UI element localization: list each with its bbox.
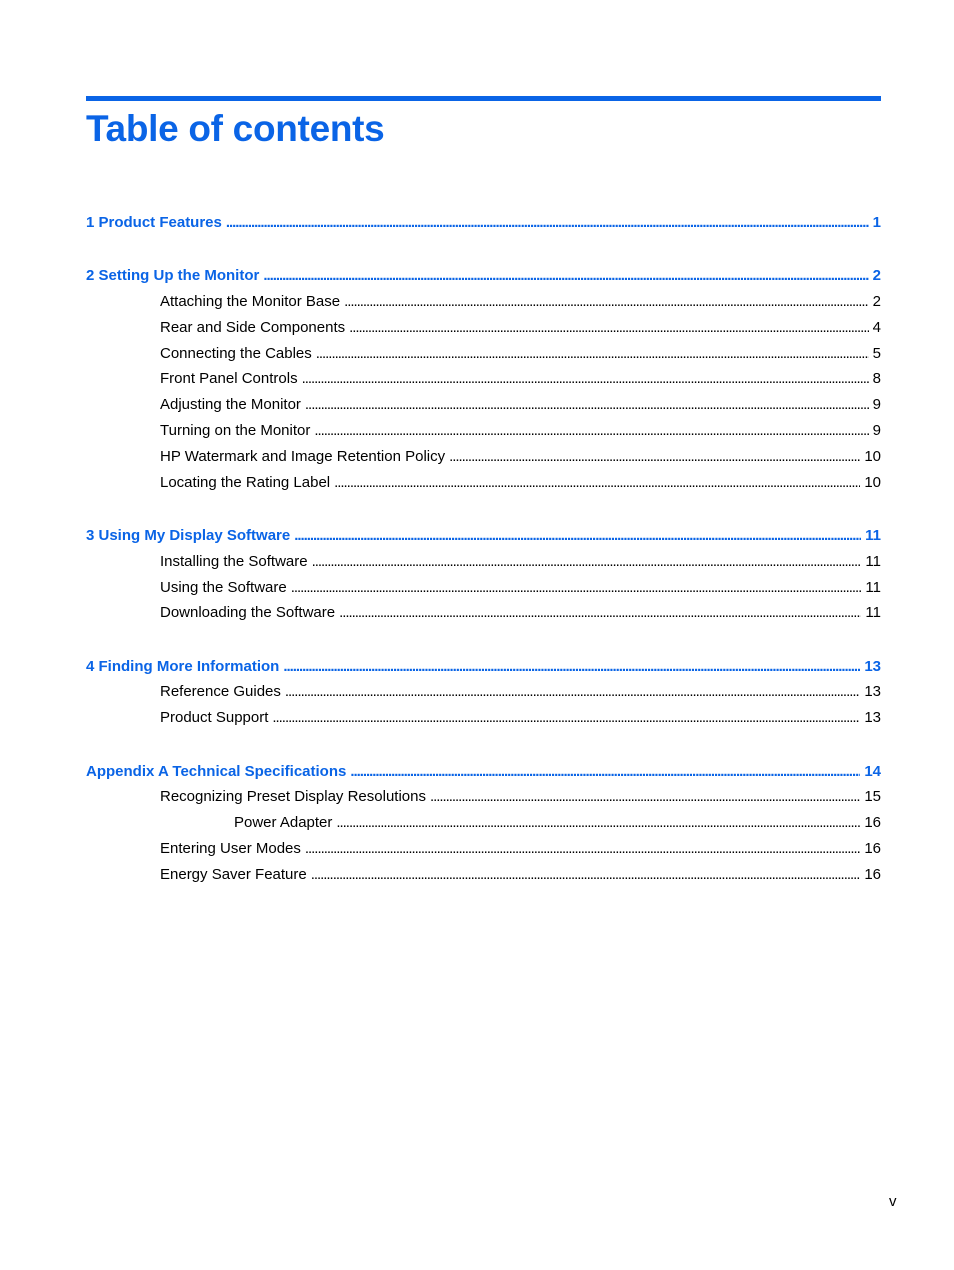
toc-subsection-entry[interactable]	[86, 810, 881, 836]
toc-section-entry[interactable]	[86, 341, 881, 367]
toc-entry-page: 16	[864, 865, 881, 883]
toc-dot-leader	[311, 862, 861, 888]
toc-entry-page: 16	[864, 839, 881, 857]
toc-entry-page: 13	[864, 657, 881, 675]
toc-entry-page: 10	[864, 473, 881, 491]
toc-entry-page: 8	[872, 370, 881, 388]
toc-section-entry[interactable]	[86, 366, 881, 392]
toc-entry-page: 11	[865, 552, 881, 570]
toc-entry-page: 11	[865, 526, 881, 544]
toc-entry-page: 5	[872, 344, 881, 362]
toc-dot-leader	[291, 575, 862, 601]
toc-entry-page: 11	[865, 604, 881, 622]
toc-entry-page: 4	[872, 318, 881, 336]
toc-entry-page: 9	[872, 396, 881, 414]
toc-chapter-entry[interactable]	[86, 759, 881, 785]
toc-dot-leader	[302, 366, 869, 392]
toc-section-entry[interactable]	[86, 600, 881, 626]
toc-section-entry[interactable]	[86, 679, 881, 705]
toc-entry-label: Attaching the Monitor Base	[160, 293, 341, 311]
toc-section-entry[interactable]	[86, 862, 881, 888]
toc-entry-label: 1 Product Features	[86, 214, 222, 231]
toc-entry-label: 3 Using My Display Software	[86, 526, 291, 544]
toc-section-entry[interactable]	[86, 289, 881, 315]
toc-entry-page: 16	[864, 814, 881, 832]
toc-entry-page: 11	[865, 578, 881, 596]
toc-dot-leader	[350, 759, 860, 785]
toc-entry-label: Product Support	[160, 709, 269, 727]
toc-dot-leader	[339, 600, 861, 626]
toc-entry-label: Entering User Modes	[160, 839, 301, 857]
toc-entry-page: 10	[864, 447, 881, 465]
toc-chapter-entry[interactable]	[86, 210, 881, 236]
page-number: v	[889, 1193, 897, 1210]
toc-chapter-entry[interactable]	[86, 654, 881, 680]
toc-section-entry[interactable]	[86, 575, 881, 601]
toc-entry-label: Using the Software	[160, 578, 287, 596]
toc-entry-page: 2	[872, 293, 881, 311]
toc-chapter-entry[interactable]	[86, 263, 881, 289]
toc-entry-label: Locating the Rating Label	[160, 473, 331, 491]
toc-chapter-entry[interactable]	[86, 523, 881, 549]
toc-dot-leader	[263, 263, 868, 289]
toc-dot-leader	[349, 315, 869, 341]
toc-dot-leader	[312, 549, 862, 575]
toc-dot-leader	[272, 705, 860, 731]
toc-dot-leader	[334, 470, 860, 496]
toc-dot-leader	[449, 444, 860, 470]
toc-entry-label: HP Watermark and Image Retention Policy	[160, 447, 446, 465]
toc-entry-page: 2	[872, 267, 881, 285]
toc-entry-page: 1	[872, 214, 881, 231]
toc-entry-page: 14	[864, 762, 881, 780]
toc-entry-label: Power Adapter	[234, 814, 333, 832]
toc-dot-leader	[316, 341, 869, 367]
page-title: Table of contents	[86, 108, 385, 149]
toc-section-entry[interactable]	[86, 784, 881, 810]
toc-section-entry[interactable]	[86, 418, 881, 444]
toc-entry-label: Reference Guides	[160, 683, 281, 701]
toc-dot-leader	[430, 784, 860, 810]
toc-entry-page: 9	[872, 422, 881, 440]
toc-section-entry[interactable]	[86, 836, 881, 862]
toc-entry-page: 15	[864, 788, 881, 806]
toc-entry-label: 4 Finding More Information	[86, 657, 280, 675]
toc-entry-label: 2 Setting Up the Monitor	[86, 267, 260, 285]
toc-entry-label: Appendix A Technical Specifications	[86, 762, 347, 780]
toc-section-entry[interactable]	[86, 444, 881, 470]
toc-list	[86, 210, 881, 888]
toc-dot-leader	[283, 654, 860, 680]
toc-entry-label: Downloading the Software	[160, 604, 336, 622]
toc-entry-label: Connecting the Cables	[160, 344, 312, 362]
title-rule	[86, 96, 881, 101]
toc-entry-label: Rear and Side Components	[160, 318, 346, 336]
toc-dot-leader	[344, 289, 869, 315]
toc-section-entry[interactable]	[86, 549, 881, 575]
toc-entry-label: Installing the Software	[160, 552, 308, 570]
toc-entry-label: Energy Saver Feature	[160, 865, 307, 883]
toc-section-entry[interactable]	[86, 392, 881, 418]
toc-dot-leader	[285, 679, 860, 705]
toc-entry-page: 13	[864, 709, 881, 727]
toc-dot-leader	[226, 210, 869, 236]
toc-dot-leader	[336, 810, 860, 836]
toc-entry-label: Adjusting the Monitor	[160, 396, 301, 414]
toc-dot-leader	[314, 418, 868, 444]
toc-dot-leader	[294, 523, 861, 549]
toc-dot-leader	[305, 392, 869, 418]
toc-entry-page: 13	[864, 683, 881, 701]
toc-section-entry[interactable]	[86, 315, 881, 341]
toc-section-entry[interactable]	[86, 470, 881, 496]
toc-section-entry[interactable]	[86, 705, 881, 731]
toc-entry-label: Recognizing Preset Display Resolutions	[160, 788, 426, 806]
toc-dot-leader	[305, 836, 860, 862]
toc-entry-label: Turning on the Monitor	[160, 422, 311, 440]
toc-entry-label: Front Panel Controls	[160, 370, 298, 388]
